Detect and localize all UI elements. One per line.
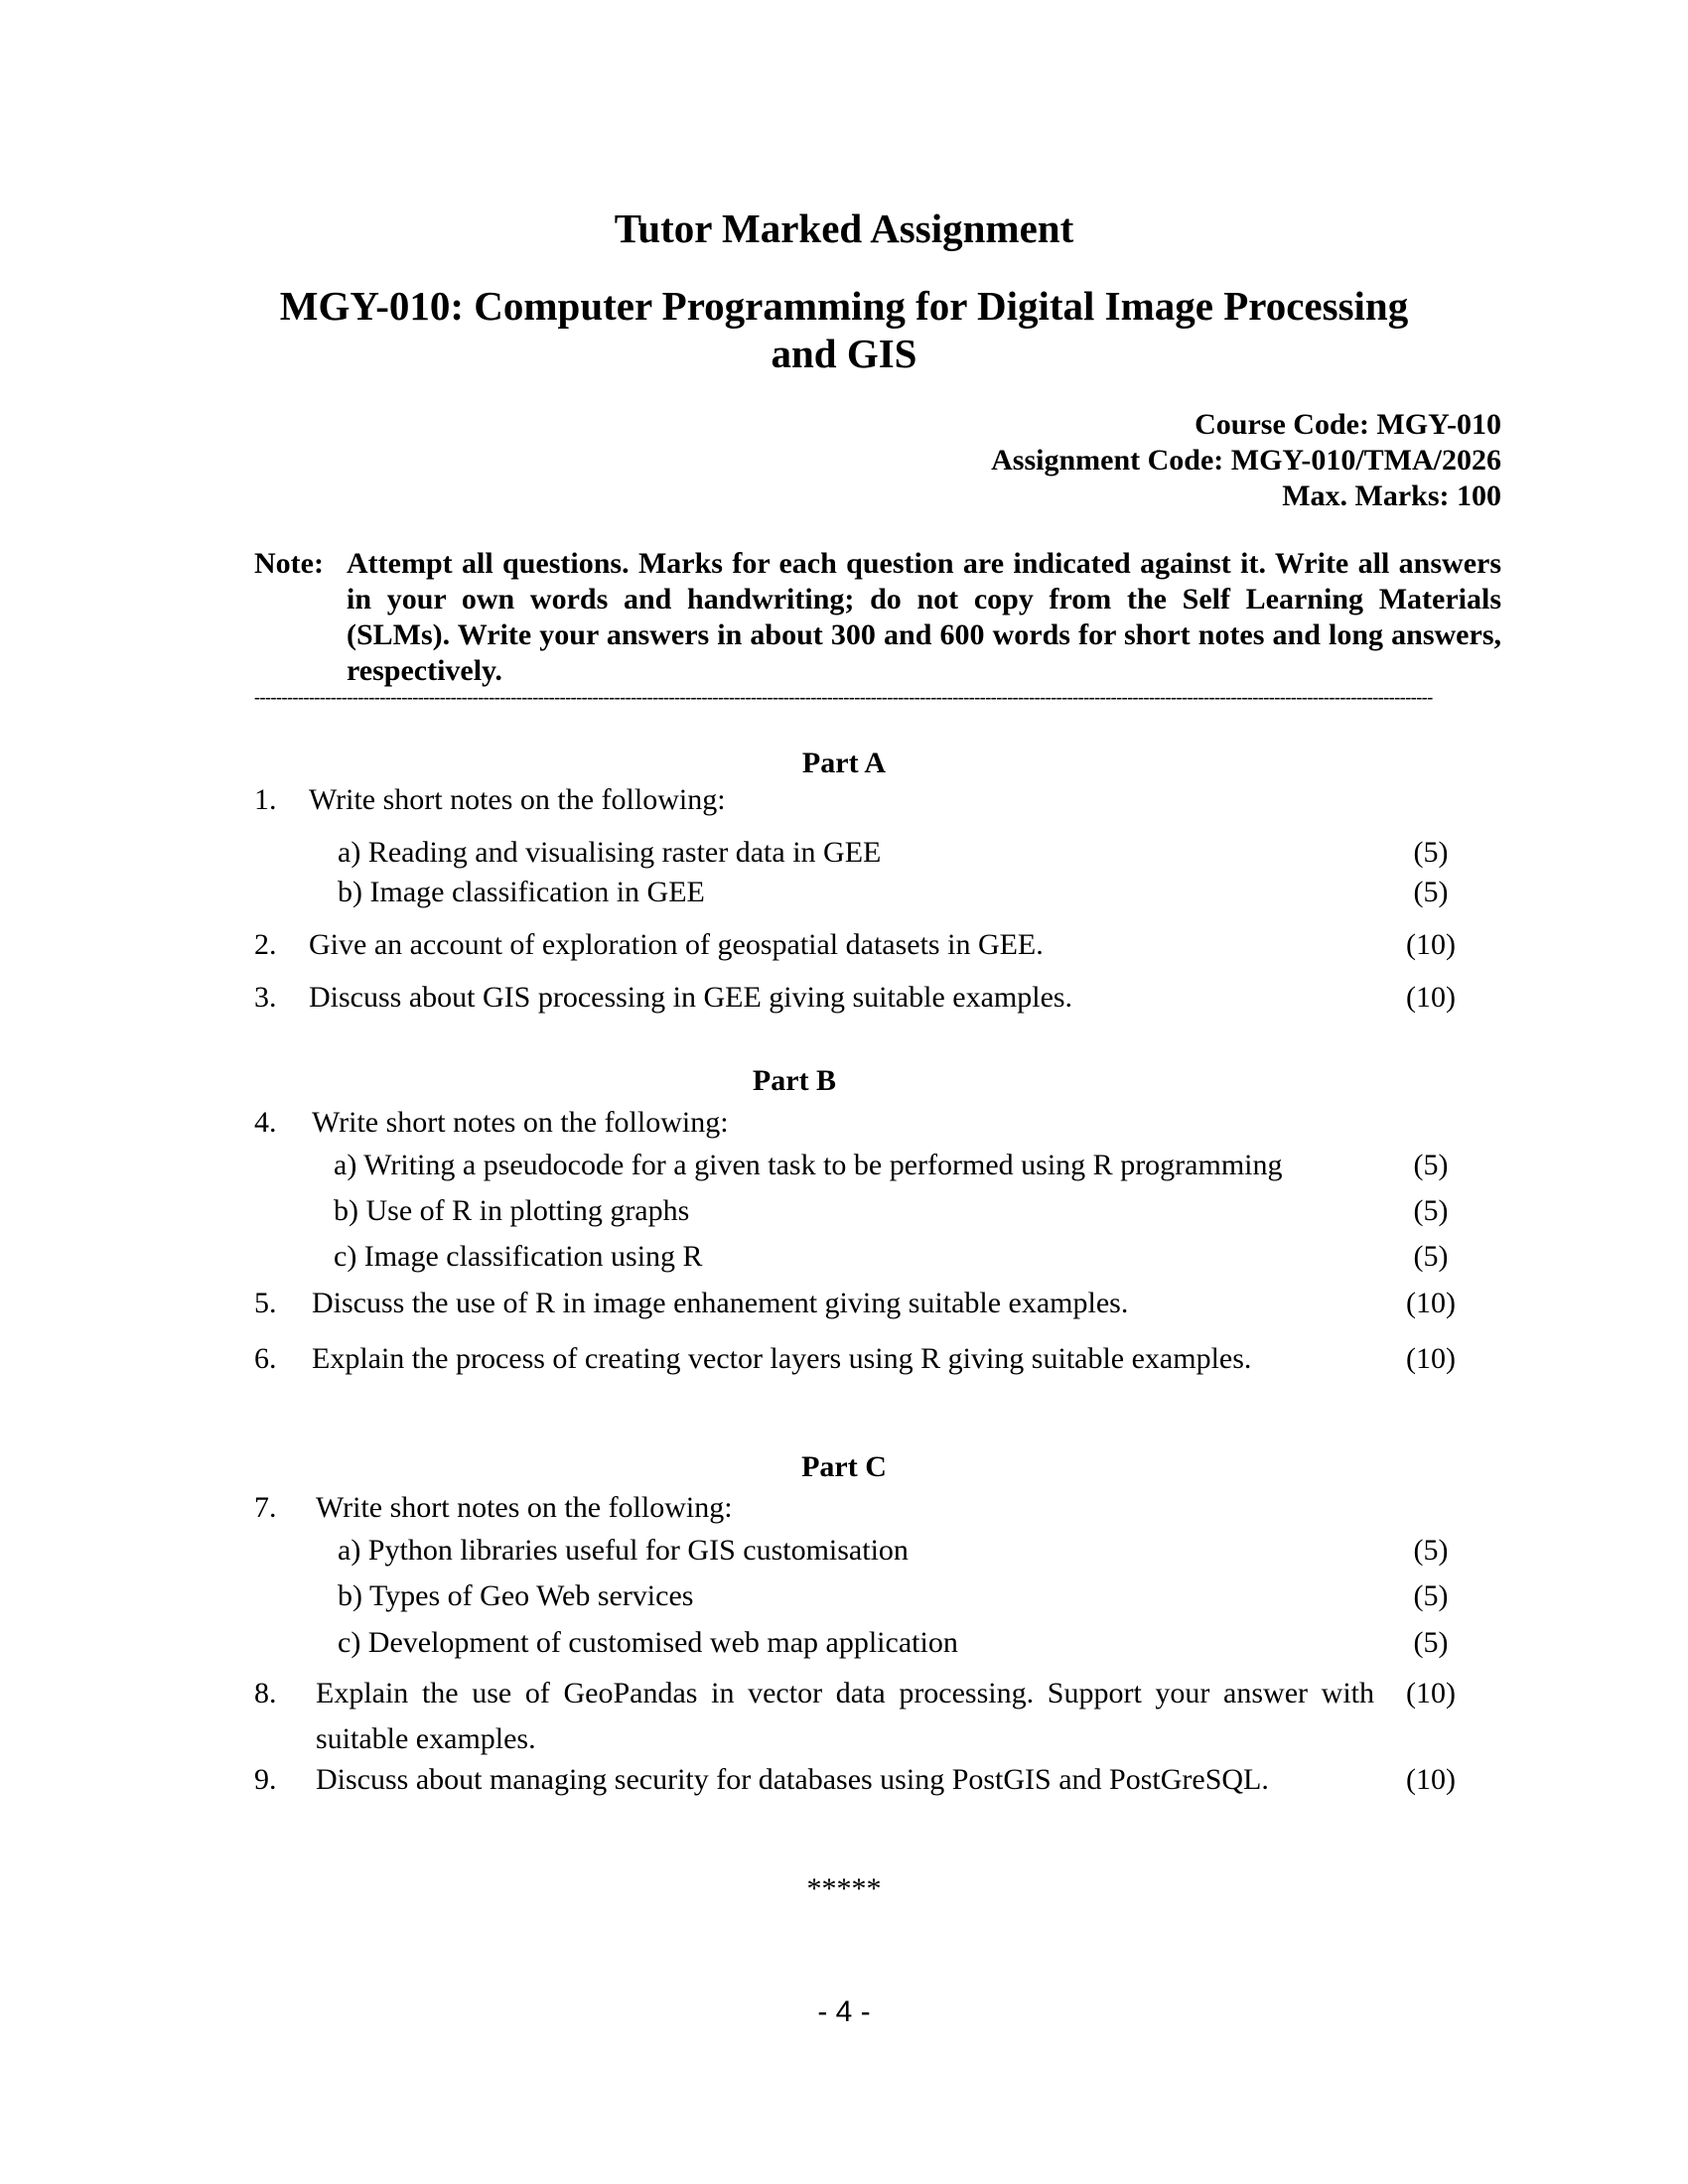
note-text: Attempt all questions. Marks for each question are indicated against it. Write all answers in your own words and handwriting; do not copy from the Self Learning Materials (SLMs). Write your answers in about 300 and 600 words for short notes and long answers, respectively. (347, 547, 1501, 687)
question-7a (338, 1533, 1466, 1569)
marks: (10) (1406, 1763, 1456, 1796)
marks: (10) (1406, 1287, 1456, 1319)
question-text: Give an account of exploration of geospatial datasets in GEE. (309, 928, 1044, 961)
sub-question-text: b) Types of Geo Web services (338, 1579, 694, 1612)
question-7 (254, 1490, 1466, 1526)
assignment-code: Assignment Code: MGY-010/TMA/2026 (991, 444, 1501, 477)
end-marker: ***** (806, 1872, 882, 1905)
question-text: Discuss about GIS processing in GEE giving suitable examples. (309, 981, 1073, 1014)
part-a-heading: Part A (801, 747, 887, 779)
question-6 (254, 1341, 1466, 1377)
separator-line: ------------------------------------------------------------------------------------------------------------------------------------------------------------------------------------------------------------------------ (254, 690, 1433, 704)
question-4b (334, 1193, 1466, 1229)
question-1 (254, 782, 1466, 818)
part-b-heading: Part B (752, 1064, 837, 1097)
marks: (10) (1406, 1677, 1456, 1709)
question-text-line-2: suitable examples. (316, 1722, 536, 1755)
marks: (5) (1413, 1149, 1449, 1181)
question-number: 8. (254, 1677, 277, 1709)
marks: (10) (1406, 928, 1456, 961)
question-number: 9. (254, 1763, 277, 1796)
assignment-meta (991, 407, 1501, 514)
marks: (5) (1413, 1194, 1449, 1227)
marks: (5) (1413, 876, 1449, 908)
question-text: Discuss about managing security for databases using PostGIS and PostGreSQL. (316, 1763, 1269, 1796)
sub-question-text: c) Image classification using R (334, 1240, 703, 1273)
marks: (5) (1413, 1534, 1449, 1567)
page-number: - 4 - (817, 1995, 871, 2028)
marks: (10) (1406, 1342, 1456, 1375)
question-number: 6. (254, 1342, 277, 1375)
document-title: Tutor Marked Assignment (614, 205, 1074, 251)
part-c-heading: Part C (801, 1450, 887, 1483)
sub-question-text: b) Use of R in plotting graphs (334, 1194, 690, 1227)
question-3 (254, 980, 1466, 1016)
instructions-note (254, 546, 1501, 689)
question-text: Explain the process of creating vector layers using R giving suitable examples. (312, 1342, 1252, 1375)
question-1a (338, 835, 1466, 871)
question-4a (334, 1148, 1466, 1183)
note-label: Note: (254, 547, 324, 580)
question-text-line-1: Explain the use of GeoPandas in vector data processing. Support your answer with (316, 1677, 1374, 1709)
marks: (5) (1413, 1626, 1449, 1659)
sub-question-text: c) Development of customised web map application (338, 1626, 958, 1659)
question-number: 1. (254, 783, 277, 816)
question-5 (254, 1286, 1466, 1321)
question-8 (254, 1671, 1466, 1762)
question-7c (338, 1625, 1466, 1661)
course-title-line-1: MGY-010: Computer Programming for Digital Image Processing (279, 283, 1409, 329)
marks: (5) (1413, 1240, 1449, 1273)
marks: (5) (1413, 836, 1449, 869)
question-2 (254, 927, 1466, 963)
sub-question-text: a) Writing a pseudocode for a given task to be performed using R programming (334, 1149, 1283, 1181)
sub-question-text: a) Reading and visualising raster data in GEE (338, 836, 882, 869)
question-number: 3. (254, 981, 277, 1014)
question-text: Write short notes on the following: (316, 1491, 733, 1524)
course-title-line-2: and GIS (771, 331, 917, 376)
marks: (5) (1413, 1579, 1449, 1612)
question-text: Discuss the use of R in image enhanement giving suitable examples. (312, 1287, 1129, 1319)
question-4c (334, 1239, 1466, 1275)
marks: (10) (1406, 981, 1456, 1014)
sub-question-text: b) Image classification in GEE (338, 876, 705, 908)
question-number: 2. (254, 928, 277, 961)
question-4 (254, 1105, 1466, 1141)
question-9 (254, 1762, 1466, 1798)
question-1b (338, 875, 1466, 910)
sub-question-text: a) Python libraries useful for GIS customisation (338, 1534, 909, 1567)
max-marks: Max. Marks: 100 (1282, 479, 1501, 512)
question-number: 4. (254, 1106, 277, 1139)
question-text: Write short notes on the following: (309, 783, 726, 816)
course-code: Course Code: MGY-010 (1195, 408, 1501, 441)
question-number: 7. (254, 1491, 277, 1524)
question-number: 5. (254, 1287, 277, 1319)
question-7b (338, 1578, 1466, 1614)
question-text: Write short notes on the following: (312, 1106, 729, 1139)
course-title (0, 282, 1688, 377)
